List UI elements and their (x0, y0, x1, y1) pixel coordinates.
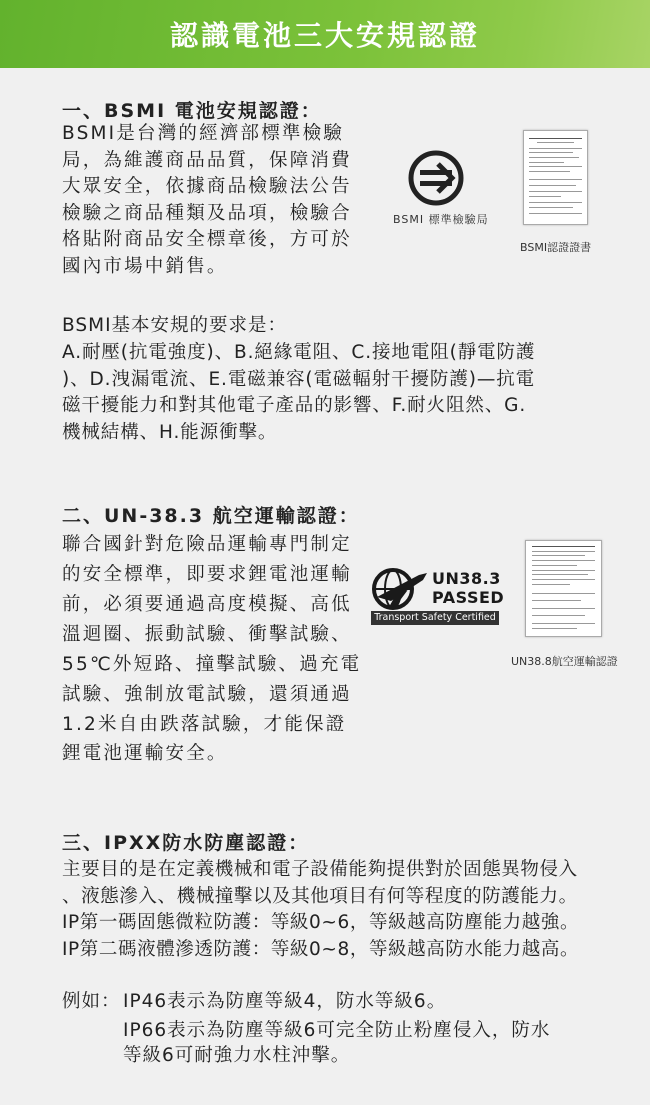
example-label: 例如： (62, 991, 121, 1012)
un-badge-strip: Transport Safety Certified (371, 611, 499, 625)
section2-line: 鋰電池運輸安全。 (62, 743, 228, 764)
section1-line: BSMI是台灣的經濟部標準檢驗 (62, 123, 345, 144)
bsmi-requirements-line: )、D.洩漏電流、E.電磁兼容(電磁輻射干擾防護)—抗電 (62, 368, 536, 390)
section3-line: IP第二碼液體滲透防護：等級0~8，等級越高防水能力越高。 (62, 938, 580, 960)
section2-line: 55℃外短路、撞擊試驗、過充電 (62, 654, 362, 675)
section2-line: 聯合國針對危險品運輸專門制定 (62, 534, 352, 555)
example-line: IP46表示為防塵等級4，防水等級6。 (123, 991, 447, 1012)
section3-line: 、液態滲入、機械撞擊以及其他項目有何等程度的防護能力。 (62, 885, 578, 907)
bsmi-requirements-line: 磁干擾能力和對其他電子產品的影響、F.耐火阻然、G. (62, 395, 527, 416)
un-badge-passed: PASSED (432, 588, 505, 607)
section1-line: 格貼附商品安全標章後，方可於 (62, 229, 352, 250)
bsmi-requirements-line: 機械結構、H.能源衝擊。 (62, 421, 278, 443)
section3-line: IP第一碼固態微粒防護：等級0~6，等級越高防塵能力越強。 (62, 912, 580, 933)
bsmi-requirements-line: A.耐壓(抗電強度)、B.絕緣電阻、C.接地電阻(靜電防護 (62, 342, 536, 363)
un-badge-title: UN38.3 (432, 569, 501, 588)
title-banner (0, 0, 650, 68)
bsmi-mark-icon (408, 150, 464, 206)
bsmi-certificate-thumbnail (523, 130, 588, 225)
globe-airplane-icon (371, 567, 433, 611)
section1-line: 檢驗之商品種類及品項，檢驗合 (62, 202, 352, 224)
bsmi-requirements-title: BSMI基本安規的要求是： (62, 315, 288, 336)
bsmi-logo-caption: BSMI 標準檢驗局 (393, 213, 489, 226)
un38-3-passed-badge (371, 567, 505, 625)
section2-line: 前，必須要通過高度模擬、高低 (62, 594, 352, 615)
section1-line: 局，為維護商品品質，保障消費 (62, 149, 352, 171)
un-certificate-caption: UN38.8航空運輸認證 (511, 655, 618, 668)
section2-line: 試驗、強制放電試驗，還須通過 (62, 684, 352, 705)
section2-line: 溫迴圈、振動試驗、衝擊試驗、 (62, 624, 352, 645)
example-line: IP66表示為防塵等級6可完全防止粉塵侵入，防水 (123, 1020, 551, 1041)
section1-line: 大眾安全，依據商品檢驗法公告 (62, 176, 352, 197)
bsmi-certificate-caption: BSMI認證證書 (520, 241, 592, 254)
section1-line: 國內市場中銷售。 (62, 255, 228, 277)
section2-heading: 二、UN-38.3 航空運輸認證： (62, 505, 360, 527)
example-line: 等級6可耐強力水柱沖擊。 (123, 1045, 351, 1066)
section2-line: 的安全標準，即要求鋰電池運輸 (62, 564, 352, 585)
section3-heading: 三、IPXX防水防塵認證： (62, 832, 310, 854)
section1-heading: 一、BSMI 電池安規認證： (62, 100, 322, 122)
section3-line: 主要目的是在定義機械和電子設備能夠提供對於固態異物侵入 (62, 859, 578, 880)
section2-line: 1.2米自由跌落試驗，才能保證 (62, 714, 347, 735)
un-certificate-thumbnail (525, 540, 602, 637)
page-title: 認識電池三大安規認證 (169, 19, 480, 52)
